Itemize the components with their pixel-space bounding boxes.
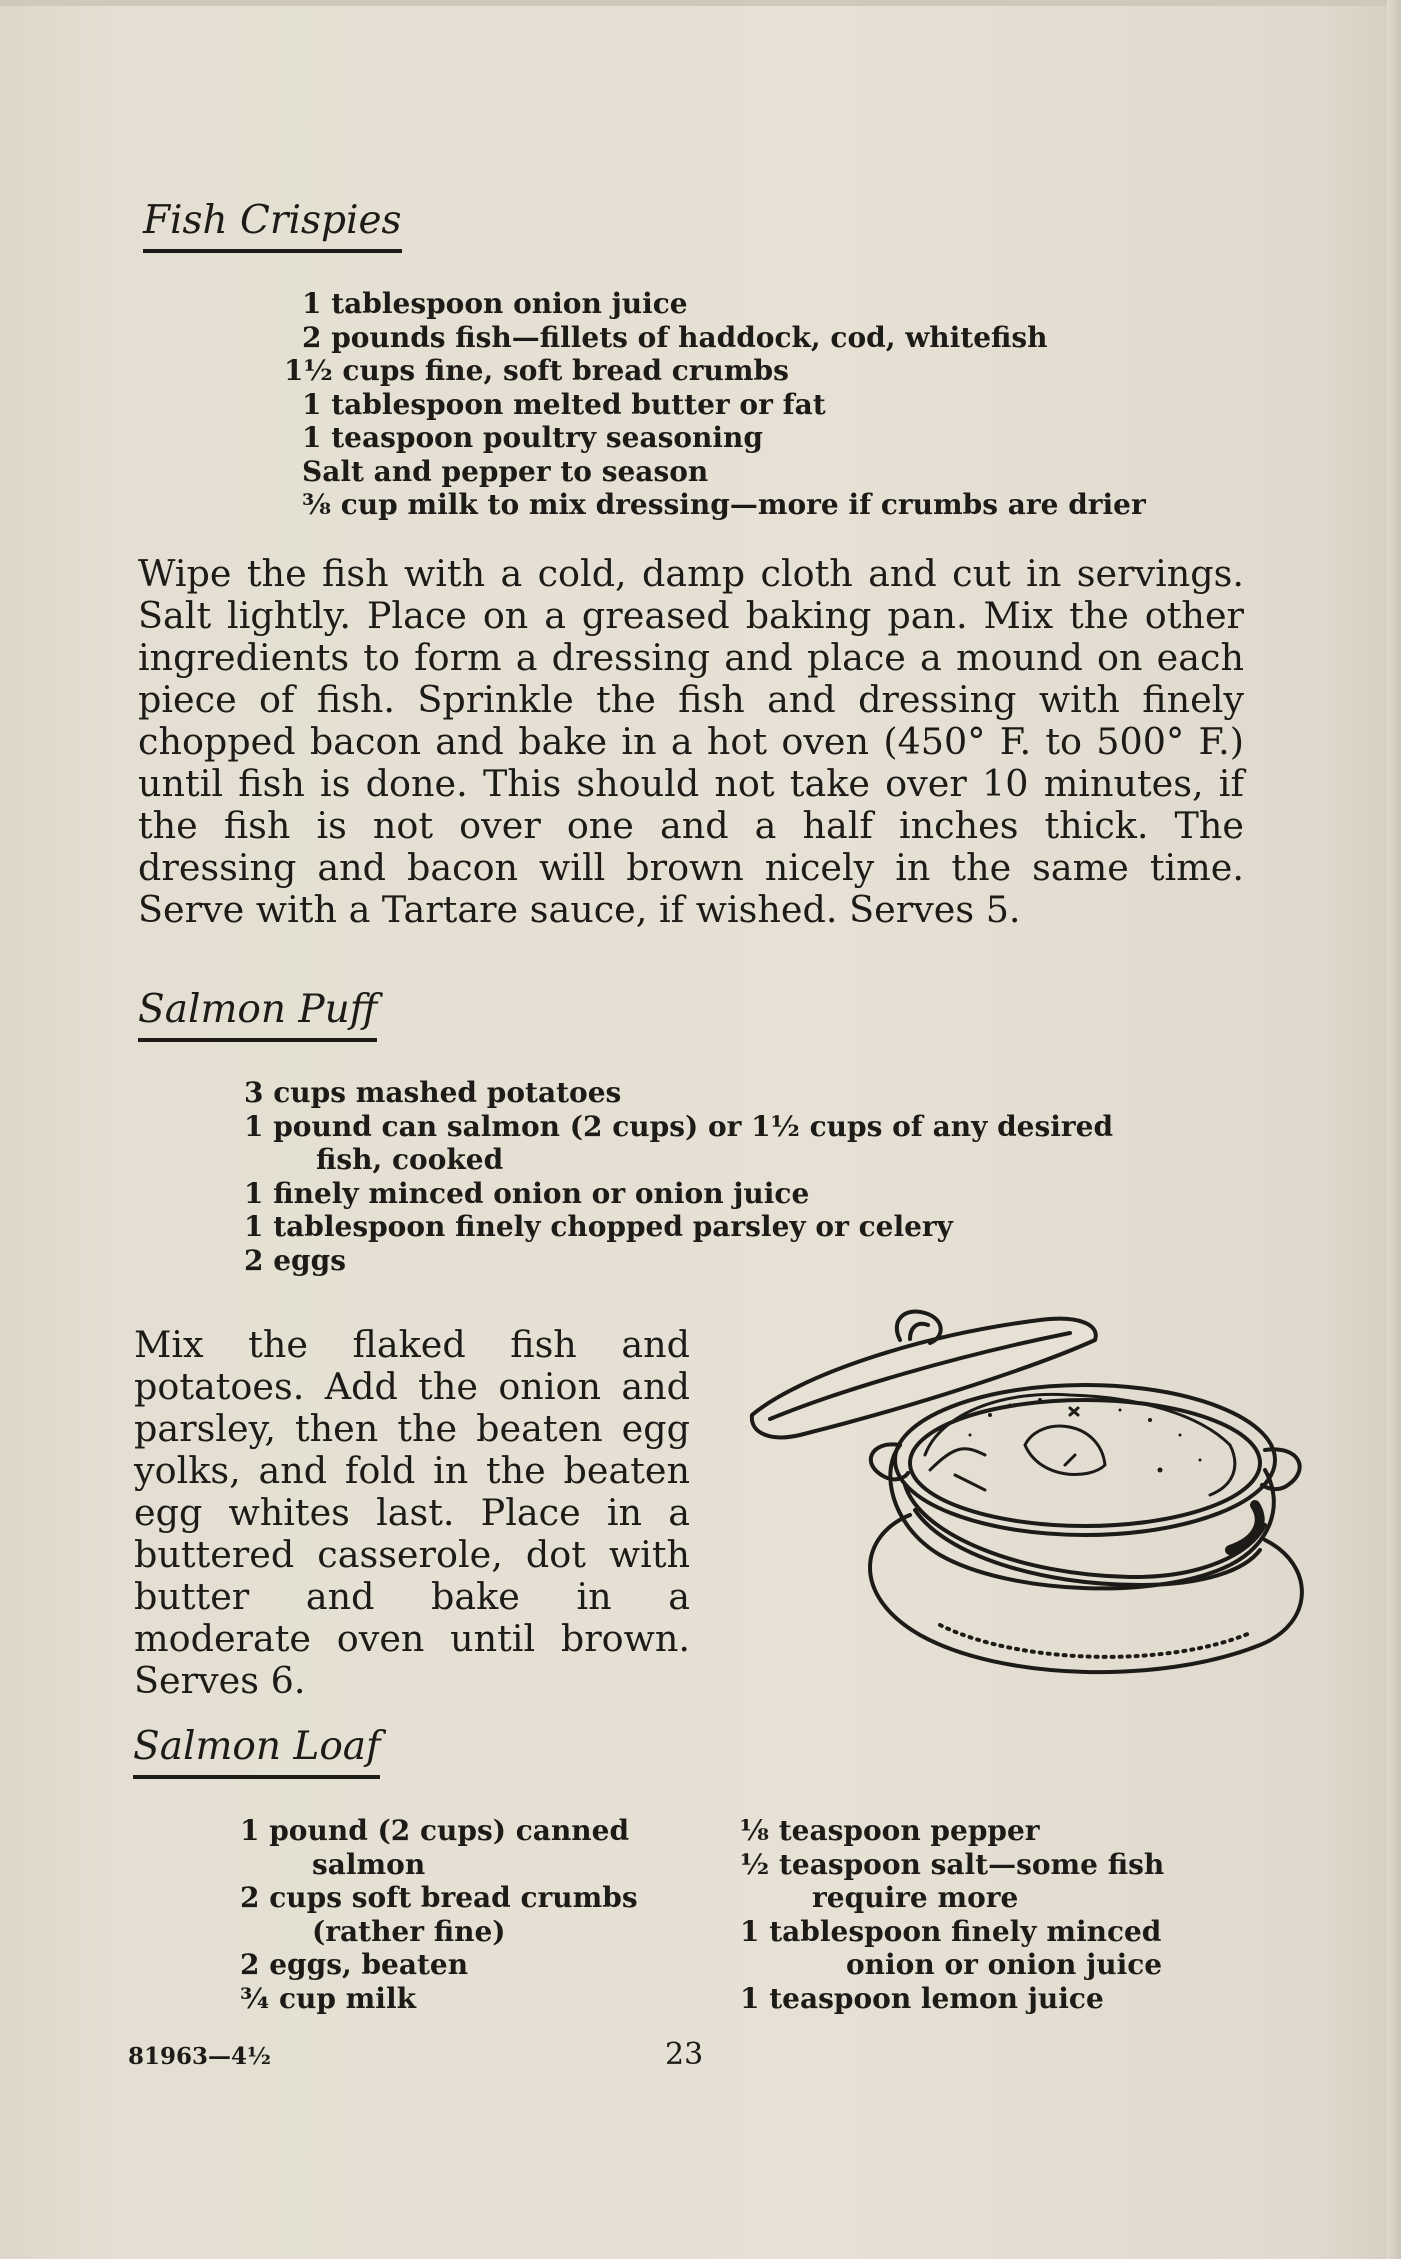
ingredient-item: 2 eggs	[244, 1243, 346, 1277]
ingredient-item: 1 teaspoon poultry seasoning	[302, 421, 763, 454]
ingredient-item: ¾ cup milk	[240, 1981, 416, 2015]
directions-fish-crispies: Wipe the fish with a cold, damp cloth and cut in servings. Salt lightly. Place on a greased baking pan. Mix the other ingredients to form a dressing and place a mound on each piece of fish. Sprinkle the fish and dressing with finely chopped bacon and bake in a hot oven (450° F. to 500° F.) until fish is done. This should not take over 10 minutes, if the fish is not over one and a half inches thick. The dressing and bacon will brown nicely in the same time. Serve with a Tartare sauce, if wished. Serves 5.	[138, 552, 1244, 931]
ingredient-item: 1 pound can salmon (2 cups) or 1½ cups of any desired	[244, 1109, 1114, 1143]
page-right-edge	[1387, 0, 1401, 2259]
ingredient-list-fish-crispies	[284, 287, 1146, 522]
page-top-edge	[0, 0, 1401, 6]
ingredient-item: ⅛ teaspoon pepper	[740, 1814, 1040, 1847]
ingredient-item: 3 cups mashed potatoes	[244, 1076, 622, 1109]
directions-salmon-puff: Mix the flaked fish and potatoes. Add the onion and parsley, then the beaten egg yolks, and fold in the beaten egg whites last. Place in a buttered casserole, dot with butter and bake in a moderate oven until brown. Serves 6.	[134, 1323, 690, 1702]
ingredient-item: fish, cooked	[316, 1143, 504, 1176]
ingredient-item: require more	[812, 1881, 1019, 1914]
print-code: 81963—4½	[128, 2043, 272, 2070]
ingredient-item: Salt and pepper to season	[302, 454, 709, 488]
recipe-title-salmon-puff: Salmon Puff	[138, 987, 377, 1042]
ingredient-item: 1 tablespoon finely minced	[740, 1914, 1162, 1948]
ingredient-item: 1 tablespoon onion juice	[302, 287, 688, 320]
ingredient-item: ⅜ cup milk to mix dressing—more if crumbs are drier	[302, 488, 1146, 521]
ingredient-list-salmon-loaf-right	[740, 1814, 1164, 2015]
casserole-dish-icon	[740, 1295, 1320, 1695]
recipe-title-salmon-loaf: Salmon Loaf	[133, 1724, 380, 1779]
recipe-title-fish-crispies: Fish Crispies	[143, 198, 402, 253]
ingredient-item: onion or onion juice	[846, 1948, 1163, 1981]
page-number: 23	[665, 2037, 704, 2072]
ingredient-item: 1 tablespoon finely chopped parsley or celery	[244, 1210, 953, 1243]
ingredient-item: 1 teaspoon lemon juice	[740, 1981, 1104, 2015]
ingredient-item: salmon	[312, 1847, 426, 1881]
ingredient-item: 1½ cups fine, soft bread crumbs	[284, 354, 789, 387]
ingredient-item: 2 eggs, beaten	[240, 1948, 469, 1981]
ingredient-item: 1 pound (2 cups) canned	[240, 1814, 630, 1847]
ingredient-list-salmon-loaf-left	[240, 1814, 638, 2015]
ingredient-item: (rather fine)	[312, 1914, 506, 1948]
ingredient-item: ½ teaspoon salt—some fish	[740, 1847, 1165, 1881]
ingredient-list-salmon-puff	[244, 1076, 1113, 1277]
ingredient-item: 1 tablespoon melted butter or fat	[302, 387, 826, 421]
ingredient-item: 1 finely minced onion or onion juice	[244, 1176, 810, 1210]
ingredient-item: 2 cups soft bread crumbs	[240, 1881, 638, 1914]
ingredient-item: 2 pounds fish—fillets of haddock, cod, whitefish	[302, 320, 1048, 354]
